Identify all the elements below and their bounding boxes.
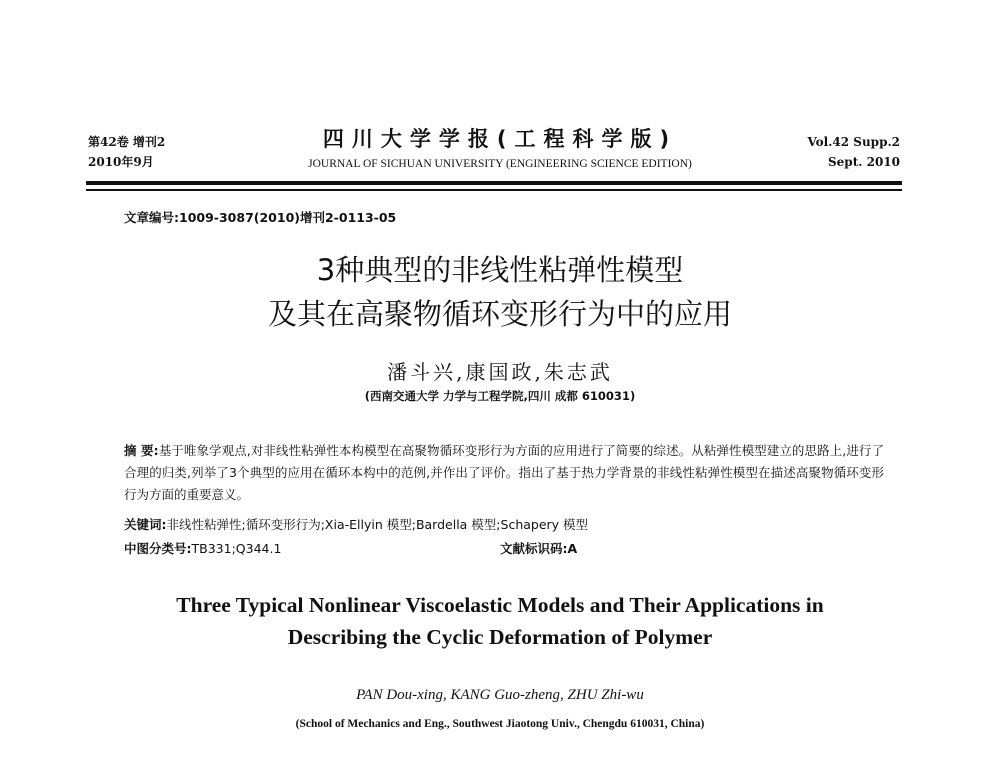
header-volume: 第42卷 增刊2	[88, 135, 166, 149]
header-date: 2010年9月	[88, 155, 154, 169]
journal-title-cn: 四川大学学报(工程科学版)	[322, 127, 678, 151]
title-cn-line2: 及其在高聚物循环变形行为中的应用	[267, 297, 732, 331]
abstract-text: 基于唯象学观点,对非线性粘弹性本构模型在高聚物循环变形行为方面的应用进行了简要的综述。从粘弹性模型建立的思路上,进行了合理的归类,列举了3个典型的应用在循环本构中的范例,并作出了评价。指出了基于热力学背景的非线性粘弹性模型在描述高聚物循环变形行为方面的重要意义。	[124, 443, 884, 502]
journal-masthead	[200, 124, 800, 174]
title-en-line2: Describing the Cyclic Deformation of Polymer	[287, 625, 713, 649]
header-date-en: Sept. 2010	[828, 155, 900, 169]
keywords-label: 关键词:	[124, 517, 167, 532]
keywords-cn	[124, 515, 588, 533]
header-volume-info-en	[807, 132, 900, 172]
header-rule-thin	[86, 189, 902, 191]
header-rule-thick	[86, 181, 902, 185]
keywords-text: 非线性粘弹性;循环变形行为;Xia-Ellyin 模型;Bardella 模型;Schapery 模型	[166, 517, 589, 532]
authors-en: PAN Dou-xing, KANG Guo-zheng, ZHU Zhi-wu	[356, 687, 644, 703]
article-number: 文章编号:1009-3087(2010)增刊2-0113-05	[124, 210, 397, 225]
header-volume-info	[88, 132, 165, 172]
affiliation-en: (School of Mechanics and Eng., Southwest Jiaotong Univ., Chengdu 610031, China)	[295, 718, 705, 730]
title-en-line1: Three Typical Nonlinear Viscoelastic Models and Their Applications in	[176, 593, 824, 617]
clc-number	[124, 539, 281, 557]
abstract-label: 摘 要:	[124, 443, 159, 458]
title-cn-line1: 3种典型的非线性粘弹性模型	[316, 253, 684, 287]
authors-cn: 潘斗兴,康国政,朱志武	[387, 360, 613, 384]
journal-title-en: JOURNAL OF SICHUAN UNIVERSITY (ENGINEERING SCIENCE EDITION)	[308, 158, 692, 170]
document-code: 文献标识码:A	[500, 541, 578, 556]
clc-text: TB331;Q344.1	[191, 541, 282, 556]
header-volume-en: Vol.42 Supp.2	[807, 135, 900, 149]
affiliation-cn: (西南交通大学 力学与工程学院,四川 成都 610031)	[364, 389, 636, 403]
clc-label: 中图分类号:	[124, 541, 192, 556]
abstract-cn	[124, 440, 884, 506]
